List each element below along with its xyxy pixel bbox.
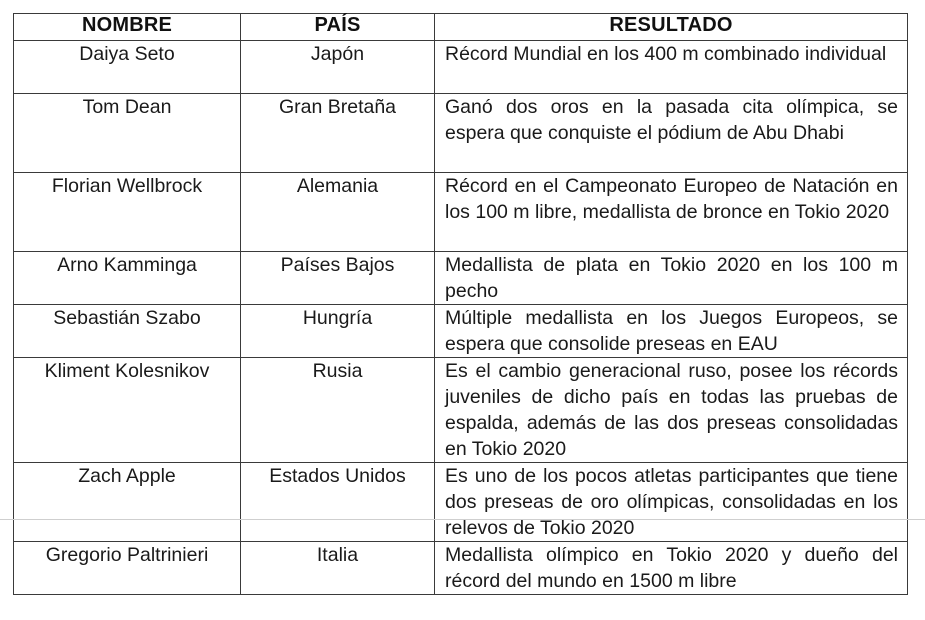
- cell-result: Récord en el Campeonato Europeo de Natación en los 100 m libre, medallista de bronce en Tokio 2020: [435, 173, 908, 252]
- cell-result: Medallista de plata en Tokio 2020 en los 100 m pecho: [435, 252, 908, 305]
- swimmers-table: [13, 13, 908, 595]
- cell-name: Tom Dean: [14, 94, 241, 173]
- cell-name: Daiya Seto: [14, 41, 241, 94]
- table-row: [14, 358, 908, 463]
- cell-name: Gregorio Paltrinieri: [14, 542, 241, 595]
- cell-name: Kliment Kolesnikov: [14, 358, 241, 463]
- cell-country: Hungría: [241, 305, 435, 358]
- column-header-country: PAÍS: [241, 14, 435, 41]
- scan-divider-line: [0, 519, 925, 520]
- cell-country: Rusia: [241, 358, 435, 463]
- cell-result: Medallista olímpico en Tokio 2020 y dueño del récord del mundo en 1500 m libre: [435, 542, 908, 595]
- cell-name: Arno Kamminga: [14, 252, 241, 305]
- table-row: [14, 94, 908, 173]
- cell-result: Es uno de los pocos atletas participantes que tiene dos preseas de oro olímpicas, consolidadas en los relevos de Tokio 2020: [435, 463, 908, 542]
- table-header: [14, 14, 908, 41]
- table-row: [14, 463, 908, 542]
- cell-country: Estados Unidos: [241, 463, 435, 542]
- table-row: [14, 305, 908, 358]
- cell-result: Ganó dos oros en la pasada cita olímpica, se espera que conquiste el pódium de Abu Dhabi: [435, 94, 908, 173]
- table-row: [14, 173, 908, 252]
- column-header-name: NOMBRE: [14, 14, 241, 41]
- cell-country: Países Bajos: [241, 252, 435, 305]
- swimmers-table-container: [13, 13, 907, 595]
- cell-result: Es el cambio generacional ruso, posee los récords juveniles de dicho país en todas las pruebas de espalda, además de las dos preseas consolidadas en Tokio 2020: [435, 358, 908, 463]
- table-body: [14, 41, 908, 595]
- cell-result: Récord Mundial en los 400 m combinado individual: [435, 41, 908, 94]
- cell-name: Sebastián Szabo: [14, 305, 241, 358]
- cell-name: Florian Wellbrock: [14, 173, 241, 252]
- column-header-result: RESULTADO: [435, 14, 908, 41]
- table-row: [14, 252, 908, 305]
- cell-country: Japón: [241, 41, 435, 94]
- cell-country: Alemania: [241, 173, 435, 252]
- table-row: [14, 542, 908, 595]
- cell-country: Italia: [241, 542, 435, 595]
- cell-result: Múltiple medallista en los Juegos Europeos, se espera que consolide preseas en EAU: [435, 305, 908, 358]
- header-row: [14, 14, 908, 41]
- cell-name: Zach Apple: [14, 463, 241, 542]
- cell-country: Gran Bretaña: [241, 94, 435, 173]
- table-row: [14, 41, 908, 94]
